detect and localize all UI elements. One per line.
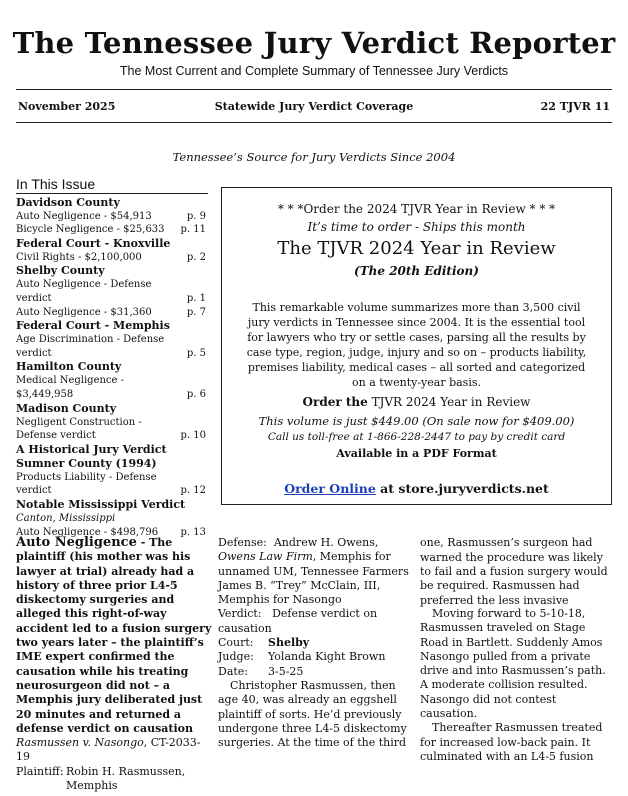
issue-number: 22 TJVR 11 — [540, 100, 610, 113]
toc-section-title: Hamilton County — [16, 360, 122, 374]
court: Court: Shelby — [218, 636, 310, 650]
toc-section-title: Federal Court - Knoxville — [16, 236, 171, 250]
article-paragraph-2: Moving forward to 5-10-18, Rasmussen traveled on Stage Road in Bartlett. Suddenly Amos Nasongo pulled from a private drive and into Rasmussen’s path. A moderate collision resulted. Nasongo did not contest causation. — [420, 607, 606, 721]
article-paragraph-3: Thereafter Rasmussen treated for increased low-back pain. It culminated with an L4-5 fusion — [420, 721, 603, 763]
article-headline: Auto Negligence - The plaintiff (his mother was his lawyer at trial) already had a history of three prior L4-5 diskectomy surgeries and alleged this right-of-way accident led to a fusion surgery two years later – the plaintiff’s IME expert confirmed the causation while his treating neurosurgeon did not – a Memphis jury deliberated just 20 minutes and returned a defense verdict on causation — [16, 535, 212, 735]
trial-date: Date: 3-5-25 — [218, 664, 304, 678]
toc-item[interactable]: Products Liability - Defense verdict p. 12 — [16, 471, 206, 497]
toc-item[interactable]: Medical Negligence - $3,449,958 p. 6 — [16, 375, 206, 400]
promo-format: Available in a PDF Format — [336, 447, 497, 460]
masthead-title: The Tennessee Jury Verdict Reporter — [12, 26, 616, 60]
toc-item[interactable]: Bicycle Negligence - $25,633 p. 11 — [16, 224, 206, 236]
article-paragraph-1-continued: one, Rasmussen’s surgeon had warned the procedure was likely to fail and a fusion surgery would be required. Rasmussen had preferred the less invasive — [420, 536, 608, 607]
toc-section-subtitle: Canton, Mississippi — [16, 512, 116, 524]
toc-section-title: Shelby County — [16, 264, 105, 278]
toc-section-title: Notable Mississippi Verdict — [16, 497, 186, 511]
toc-item[interactable]: Auto Negligence - Defense verdict p. 1 — [16, 279, 206, 304]
table-of-contents — [16, 178, 208, 539]
masthead-subtitle: The Most Current and Complete Summary of Tennessee Jury Verdicts — [119, 64, 509, 78]
year-in-review-promo — [221, 187, 612, 505]
promo-phone: Call us toll-free at 1-866-228-2447 to pay by credit card — [267, 431, 566, 443]
issue-date: November 2025 — [18, 100, 116, 113]
toc-heading: In This Issue — [16, 178, 208, 194]
promo-order-line: Order the TJVR 2024 Year in Review — [302, 395, 531, 409]
toc-item[interactable]: Age Discrimination - Defense verdict p. 5 — [16, 334, 206, 359]
defense-counsel: Defense: Andrew H. Owens, Owens Law Firm, Memphis for unnamed UM, Tennessee Farmers — [218, 536, 409, 578]
toc-item[interactable]: Civil Rights - $2,100,000 p. 2 — [16, 251, 206, 263]
promo-edition: (The 20th Edition) — [354, 264, 479, 278]
toc-item[interactable]: Auto Negligence - $54,913 p. 9 — [16, 210, 206, 222]
article-column-2 — [218, 536, 413, 750]
bottom-rule — [16, 122, 612, 123]
promo-body: This remarkable volume summarizes more than 3,500 civil jury verdicts in Tennessee since 2004. It is the essential tool for lawyers who try or settle cases, parsing all the results by case type, region, judge, injury and so on – products liability, premises liability, medical cases – all sorted and categorized on a twenty-year basis. — [246, 301, 587, 389]
toc-section-title: Federal Court - Memphis — [16, 319, 170, 333]
judge: Judge: Yolanda Kight Brown — [218, 650, 386, 664]
promo-online-line: Order Online at store.juryverdicts.net — [284, 481, 549, 496]
promo-ship-note: It’s time to order - Ships this month — [307, 220, 526, 234]
toc-item[interactable]: Auto Negligence - $31,360 p. 7 — [16, 306, 206, 318]
tagline: Tennessee’s Source for Jury Verdicts Since 2004 — [172, 150, 456, 164]
toc-item[interactable]: Auto Negligence - $498,796 p. 13 — [16, 526, 206, 538]
toc-item[interactable]: Negligent Construction - Defense verdict p. 10 — [16, 416, 206, 442]
verdict: Verdict: Defense verdict on causation — [218, 607, 378, 635]
case-citation: Rasmussen v. Nasongo, CT-2033-19 — [16, 736, 201, 764]
toc-section-title: Davidson County — [16, 195, 120, 209]
article-kicker: Auto Negligence — [16, 535, 137, 550]
top-rule — [16, 89, 612, 90]
promo-banner: * * *Order the 2024 TJVR Year in Review * * * — [277, 202, 556, 216]
order-online-link[interactable]: Order Online — [284, 481, 376, 496]
defense-counsel-2: James B. “Trey” McClain, III, Memphis for Nasongo — [218, 578, 381, 607]
article-paragraph-1: Christopher Rasmussen, then age 40, was already an eggshell plaintiff of sorts. He’d previously undergone three L4-5 diskectomy surgeries. At the time of the third — [218, 678, 407, 750]
plaintiff-counsel: Plaintiff: Robin H. Rasmussen, Memphis — [16, 764, 186, 793]
toc-section-title: Madison County — [16, 401, 117, 415]
article-column-3 — [420, 536, 612, 764]
promo-price: This volume is just $449.00 (On sale now for $409.00) — [258, 414, 575, 428]
toc-section-title: A Historical Jury Verdict Sumner County (1994) — [16, 442, 167, 470]
coverage-label: Statewide Jury Verdict Coverage — [214, 100, 414, 113]
article-column-1 — [16, 536, 212, 793]
promo-title: The TJVR 2024 Year in Review — [277, 238, 556, 259]
